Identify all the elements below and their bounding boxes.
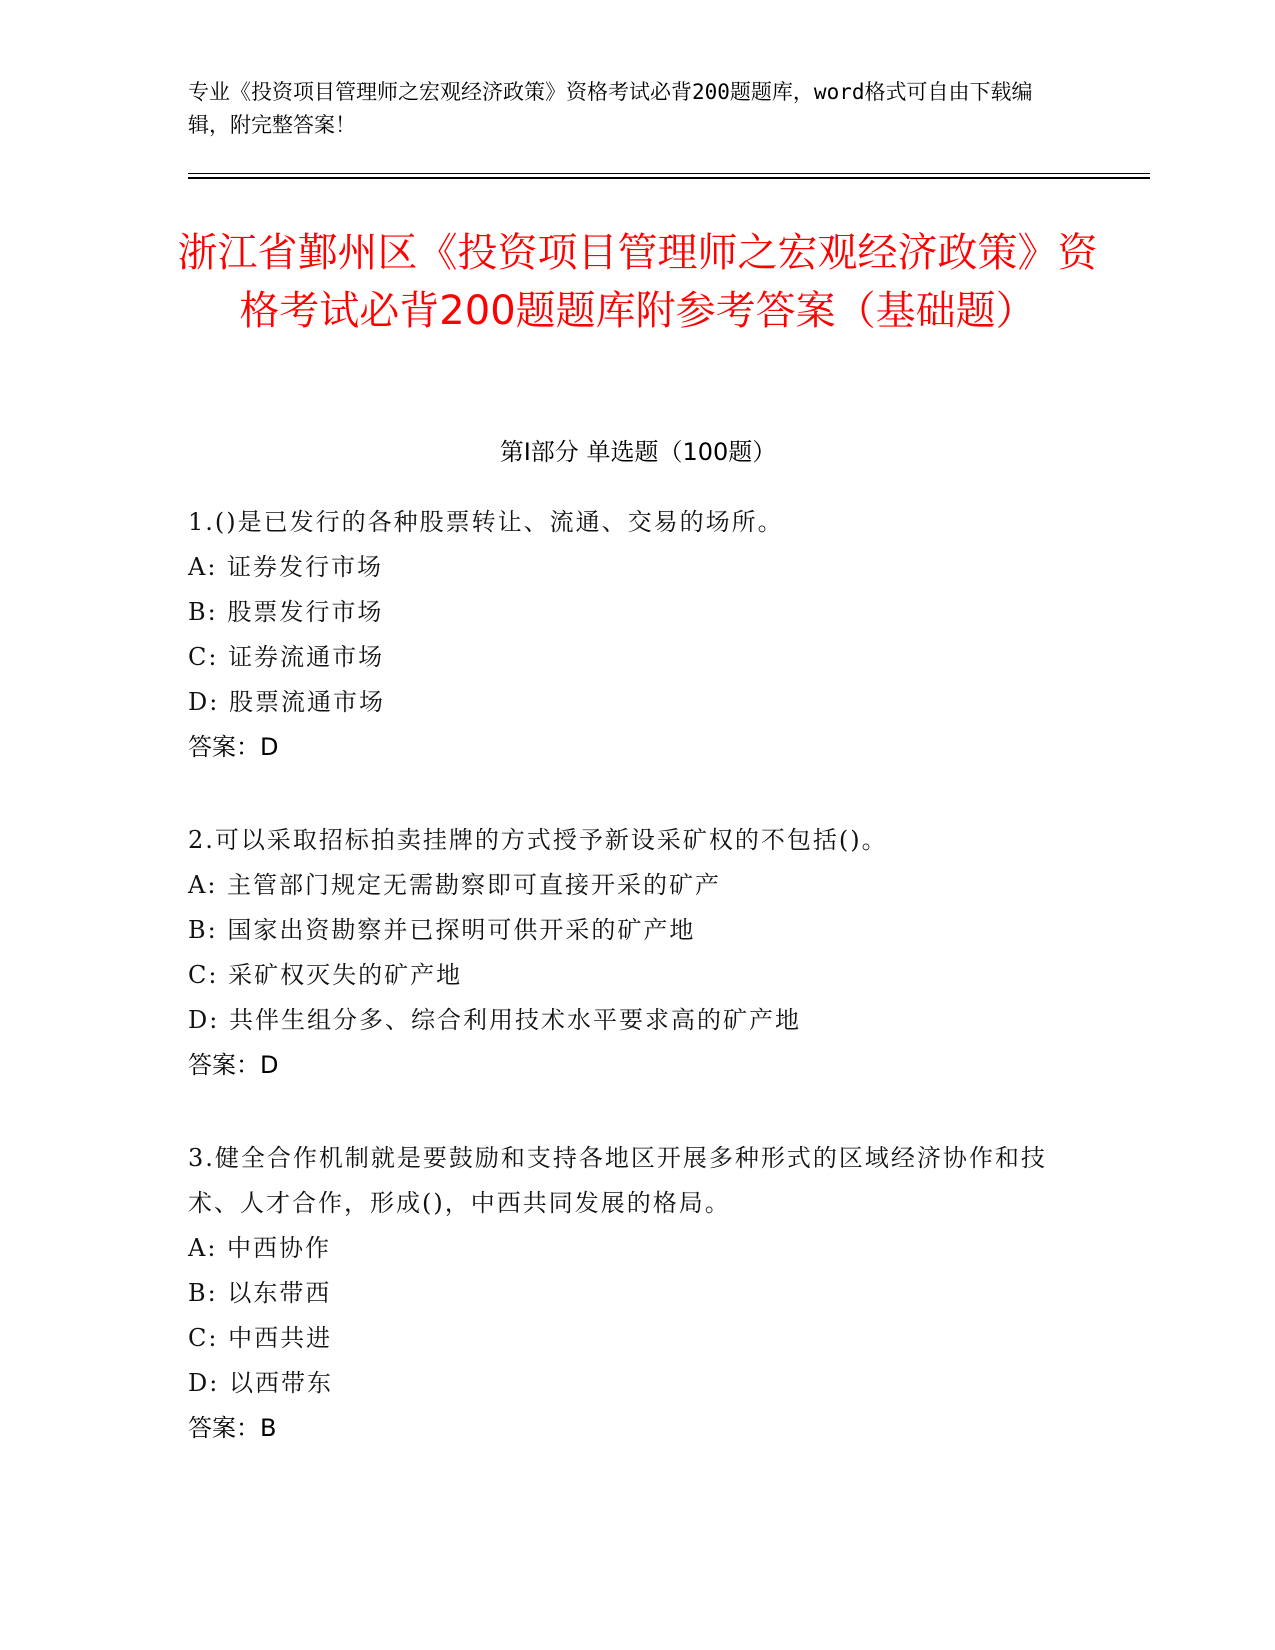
option-a: A: 主管部门规定无需勘察即可直接开采的矿产 — [188, 871, 722, 899]
option-b: B: 以东带西 — [188, 1279, 332, 1307]
option-c: C: 证券流通市场 — [188, 643, 385, 671]
answer: 答案：B — [188, 1414, 277, 1442]
option-c: C: 中西共进 — [188, 1324, 333, 1352]
header-rule-thin — [188, 173, 1150, 174]
option-a: A: 证券发行市场 — [188, 553, 384, 581]
option-d: D: 共伴生组分多、综合利用技术水平要求高的矿产地 — [188, 1006, 801, 1034]
question-2 — [188, 818, 1068, 1088]
answer: 答案：D — [188, 1051, 279, 1079]
question-3 — [188, 1136, 1068, 1451]
option-a: A: 中西协作 — [188, 1234, 332, 1262]
option-c: C: 采矿权灭失的矿产地 — [188, 961, 463, 989]
section-heading: 第I部分 单选题（100题） — [499, 438, 777, 466]
option-d: D: 以西带东 — [188, 1369, 333, 1397]
header-rule-thick — [188, 177, 1150, 179]
answer: 答案：D — [188, 733, 279, 761]
question-text: 1.()是已发行的各种股票转让、流通、交易的场所。 — [188, 508, 784, 536]
option-b: B: 股票发行市场 — [188, 598, 384, 626]
option-d: D: 股票流通市场 — [188, 688, 385, 716]
header-note: 专业《投资项目管理师之宏观经济政策》资格考试必背200题题库，word格式可自由下载编辑，附完整答案！ — [188, 80, 1033, 137]
option-b: B: 国家出资勘察并已探明可供开采的矿产地 — [188, 916, 696, 944]
question-1 — [188, 500, 1068, 770]
question-text: 2.可以采取招标拍卖挂牌的方式授予新设采矿权的不包括()。 — [188, 826, 888, 854]
document-title: 浙江省鄞州区《投资项目管理师之宏观经济政策》资格考试必背200题题库附参考答案（基础题） — [177, 230, 1098, 334]
question-text: 3.健全合作机制就是要鼓励和支持各地区开展多种形式的区域经济协作和技术、人才合作，形成()，中西共同发展的格局。 — [188, 1144, 1047, 1217]
